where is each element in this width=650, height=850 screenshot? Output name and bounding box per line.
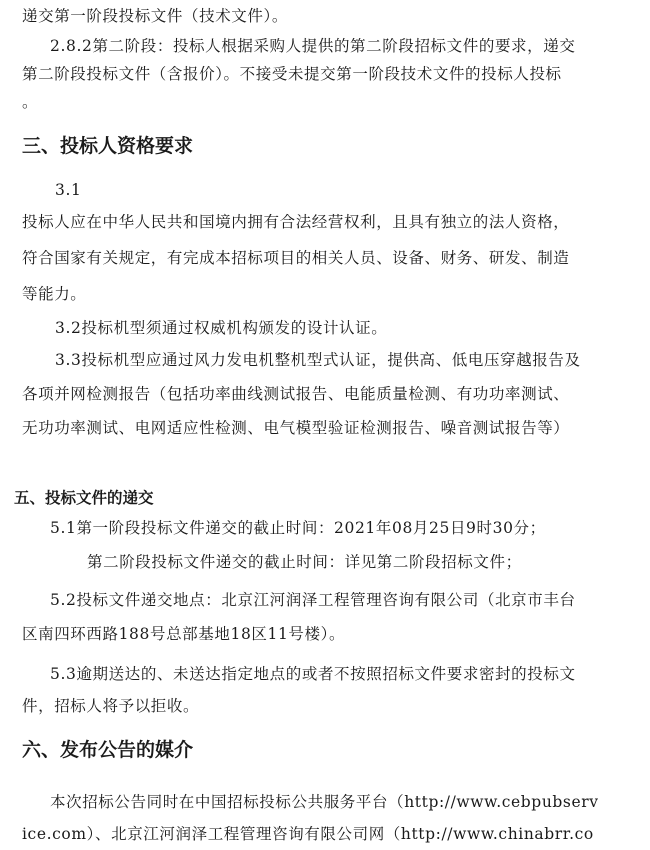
- section-heading-5: 五、投标文件的递交: [14, 489, 154, 507]
- section-heading-3: 三、投标人资格要求: [22, 135, 194, 157]
- text-line: 等能力。: [22, 285, 87, 303]
- text-line: 区南四环西路188号总部基地18区11号楼）。: [22, 625, 346, 643]
- text-line: 5.1第一阶段投标文件递交的截止时间：2021年08月25日9时30分；: [50, 519, 546, 537]
- text-line: 本次招标公告同时在中国招标投标公共服务平台（http://www.cebpubserv: [50, 793, 599, 811]
- text-line: 符合国家有关规定，有完成本招标项目的相关人员、设备、财务、研发、制造: [22, 249, 570, 267]
- text-line: ice.com）、北京江河润泽工程管理咨询有限公司网（http://www.chinabrr.co: [22, 825, 594, 843]
- text-line: 递交第一阶段投标文件（技术文件）。: [22, 7, 288, 25]
- text-line: 5.2投标文件递交地点：北京江河润泽工程管理咨询有限公司（北京市丰台: [50, 591, 576, 609]
- clause-number: 3.1: [55, 181, 82, 199]
- text-line: 各项并网检测报告（包括功率曲线测试报告、电能质量检测、有功功率测试、: [22, 385, 570, 403]
- section-heading-6: 六、发布公告的媒介: [22, 739, 194, 761]
- text-line: 3.2投标机型须通过权威机构颁发的设计认证。: [55, 319, 388, 337]
- text-line: 第二阶段投标文件递交的截止时间：详见第二阶段招标文件；: [87, 553, 522, 571]
- text-line: 投标人应在中华人民共和国境内拥有合法经营权利，且具有独立的法人资格，: [22, 213, 570, 231]
- text-line: 5.3逾期送达的、未送达指定地点的或者不按照招标文件要求密封的投标文: [50, 665, 576, 683]
- text-line: 无功功率测试、电网适应性检测、电气模型验证检测报告、噪音测试报告等）: [22, 419, 570, 437]
- text-line: 件，招标人将予以拒收。: [22, 697, 200, 715]
- text-line: 3.3投标机型应通过风力发电机整机型式认证，提供高、低电压穿越报告及: [55, 351, 581, 369]
- text-line: 2.8.2第二阶段：投标人根据采购人提供的第二阶段招标文件的要求，递交: [50, 37, 576, 55]
- text-line: 第二阶段投标文件（含报价）。不接受未提交第一阶段技术文件的投标人投标: [22, 65, 562, 83]
- text-line: 。: [22, 93, 39, 111]
